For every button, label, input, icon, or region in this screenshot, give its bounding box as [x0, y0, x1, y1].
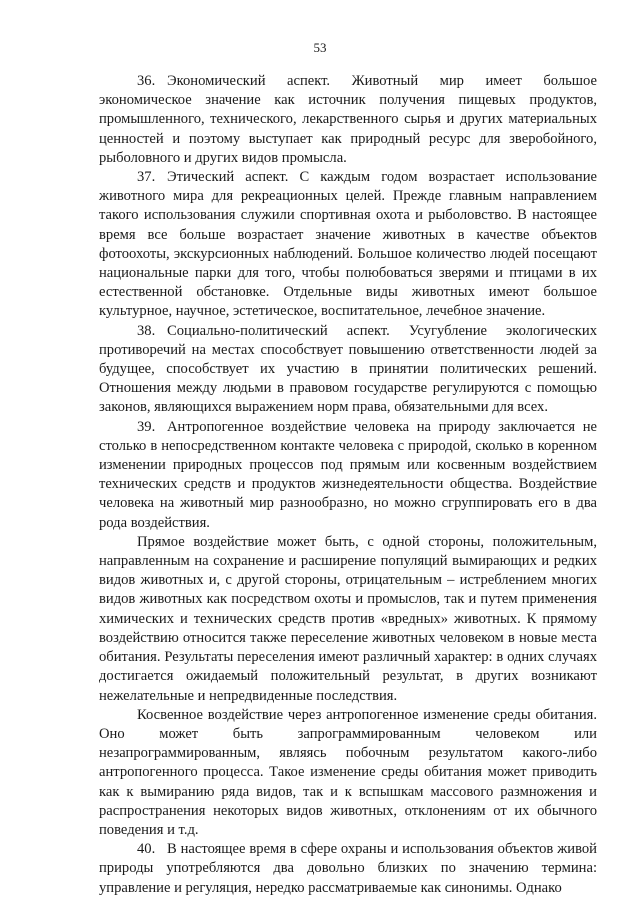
paragraph-number: 40. [137, 841, 156, 858]
paragraph-text: Прямое воздействие может быть, с одной стороны, положительным, направленным на сохранение и расширение популяций вымирающих и редких видов животных и, с другой стороны, отрицательным – истреблением многих видов животных как посредством охоты и промыслов, так и путем применения химических и технических средств против «вредных» животных. К прямому воздействию относится также переселение животных человеком в новые места обитания. Результаты переселения имеют различный характер: в одних случаях достигается ожидаемый положительный результат, в других возникают нежелательные и непредвиденные последствия. [99, 533, 597, 704]
paragraph-text: Этический аспект. С каждым годом возрастает использование животного мира для рекреационных целей. Прежде главным направлением такого использования служили спортивная охота и рыболовство. В настоящее время все больше возрастает значение животных в качестве объектов фотоохоты, экскурсионных наблюдений. Большое количество людей посещают национальные парки для того, чтобы полюбоваться зверями и птицами в их естественной обстановке. Отдельные виды животных имеют большое культурное, научное, эстетическое, воспитательное, лечебное значение. [99, 169, 597, 320]
paragraph-text: Экономический аспект. Животный мир имеет большое экономическое значение как источник получения пищевых продуктов, промышленного, технического, лекарственного сырья и других материальных ценностей и поэтому выступает как природный ресурс для зверобойного, рыболовного и других видов промысла. [99, 73, 597, 166]
paragraph-number: 39. [137, 418, 156, 435]
paragraph-indirect-impact [99, 706, 597, 840]
paragraph-40 [99, 840, 597, 898]
paragraph-text: В настоящее время в сфере охраны и использования объектов живой природы употребляются два довольно близких по значению термина: управление и регуляция, нередко рассматриваемые как синонимы. Однако [99, 841, 597, 896]
paragraph-38 [99, 322, 597, 418]
paragraph-37 [99, 168, 597, 322]
paragraph-36 [99, 72, 597, 168]
document-body [99, 72, 597, 898]
paragraph-number: 37. [137, 169, 156, 186]
paragraph-number: 36. [137, 73, 156, 89]
paragraph-direct-impact [99, 533, 597, 706]
paragraph-text: Антропогенное воздействие человека на природу заключается не столько в непосредственном контакте человека с природой, сколько в коренном изменении природных процессов под прямым или косвенным воздействием технических средств и продуктов жизнедеятельности общества. Воздействие человека на животный мир разнообразно, но можно сгруппировать его в два рода воздействия. [99, 418, 597, 531]
paragraph-39 [99, 418, 597, 533]
paragraph-number: 38. [137, 322, 156, 339]
paragraph-text: Социально-политический аспект. Усугубление экологических противоречий на местах способствует повышению ответственности людей за будущее, способствует их участию в принятии политических решений. Отношения между людьми в правовом государстве регулируются с помощью законов, являющихся выражением норм права, обязательными для всех. [99, 322, 597, 416]
page-number: 53 [313, 40, 327, 55]
paragraph-text: Косвенное воздействие через антропогенное изменение среды обитания. Оно может быть запрограммированным человеком или незапрограммированным, являясь побочным результатом какого-либо антропогенного процесса. Такое изменение среды обитания может приводить как к вымиранию ряда видов, так и к вспышкам массового размножения и распространения некоторых видов животных, отклонениям от их обычного поведения и т.д. [99, 706, 597, 838]
